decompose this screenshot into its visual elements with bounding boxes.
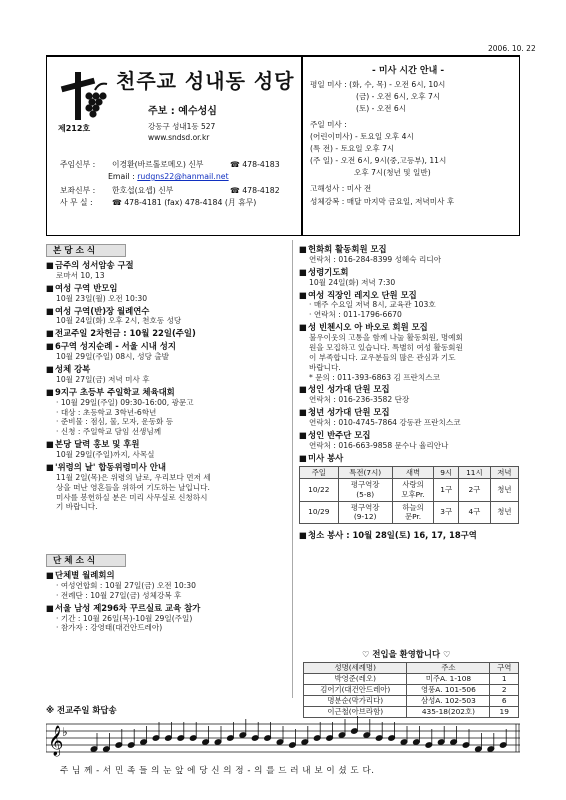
square-bullet-icon: ■ <box>46 386 54 397</box>
table-cell: 평구역장 (5-8) <box>338 479 392 501</box>
news-item <box>299 407 521 428</box>
table-cell: 19 <box>490 707 519 718</box>
table-header: 주소 <box>407 663 490 674</box>
square-bullet-icon: ■ <box>46 570 54 580</box>
staff-label: 주임신부 : <box>60 160 96 169</box>
news-item-title <box>46 306 286 317</box>
staff-assistant <box>60 186 280 196</box>
staff-label: 사 무 실 : <box>60 198 93 207</box>
website-link[interactable]: www.sndsd.or.kr <box>148 133 210 142</box>
square-bullet-icon: ■ <box>299 266 307 277</box>
news-item-title <box>46 260 286 271</box>
table-header: 저녁 <box>490 466 518 479</box>
news-item <box>46 306 286 327</box>
table-header: 구역 <box>490 663 519 674</box>
news-item-line: 10월 29일(주일) 08시, 성당 출발 <box>56 352 170 362</box>
news-item <box>46 283 286 304</box>
treble-clef-icon: 𝄞 <box>48 726 64 756</box>
news-item <box>299 430 521 451</box>
table-cell: 삼성A. 102-503 <box>407 696 490 707</box>
news-item <box>299 453 521 464</box>
staff-label: 보좌신부 : <box>60 186 96 195</box>
cleaning-text: 청소 봉사 : 10월 28일(토) 16, 17, 18구역 <box>308 529 477 540</box>
staff-name: 한호섭(요셉) 신부 <box>112 186 174 195</box>
news-item-title <box>299 407 521 418</box>
table-cell: 10/29 <box>300 501 339 523</box>
mass-line: (주 일) - 오전 6시, 9시(중,고등부), 11시 <box>310 156 447 165</box>
square-bullet-icon: ■ <box>299 244 307 254</box>
news-item <box>46 341 286 362</box>
news-item-title-text: 단체별 월례회의 <box>55 570 115 580</box>
table-row <box>304 674 519 685</box>
column-divider <box>292 240 293 698</box>
news-item-title-text: 서울 남성 제296차 꾸르실료 교육 참가 <box>55 602 201 613</box>
table-cell: 2 <box>490 685 519 696</box>
news-item <box>299 244 521 265</box>
news-item-line: 바랍니다. <box>309 362 341 372</box>
address: 강동구 성내1동 527 <box>148 122 216 131</box>
mass-service-table <box>299 466 519 524</box>
news-item-line: 이 부족합니다. 교우분들의 많은 관심과 기도 <box>309 352 456 362</box>
mass-line: 주일 미사 : <box>310 120 347 129</box>
mass-line: (토) - 오전 6시 <box>356 104 407 113</box>
news-item <box>46 439 286 460</box>
music-staff <box>46 716 520 762</box>
email-label: Email : <box>108 172 138 181</box>
news-item-title <box>299 430 521 441</box>
square-bullet-icon: ■ <box>299 429 307 440</box>
staff-pastor <box>60 160 280 170</box>
news-item-line: · 매주 수요일 저녁 8시, 교육관 103호 <box>309 300 436 310</box>
news-item <box>46 603 286 634</box>
square-bullet-icon: ■ <box>46 282 54 293</box>
welcome-table <box>303 662 519 718</box>
news-item-line: 로마서 10, 13 <box>56 270 105 280</box>
table-cell: 2구 <box>459 479 491 501</box>
square-bullet-icon: ■ <box>46 439 54 450</box>
table-header: 성명(세례명) <box>304 663 407 674</box>
table-row <box>300 501 519 523</box>
table-header: 특전(7시) <box>338 466 392 479</box>
mass-line: 고해성사 : 미사 전 <box>310 184 372 193</box>
office-phone: ☎ 478-4181 (fax) 478-4184 (月 휴무) <box>112 198 257 207</box>
staff-email <box>108 172 229 182</box>
square-bullet-icon: ■ <box>299 452 307 463</box>
news-item-line: 연락처 : 016-236-3582 단장 <box>309 395 410 405</box>
mass-line: 성체강복 : 매달 마지막 금요일, 저녁미사 후 <box>310 197 455 206</box>
news-item-title-text: 본당 달력 홍보 및 후원 <box>55 439 140 450</box>
news-item-line: · 연락처 : 011-1796-6670 <box>309 310 402 320</box>
group-news-list <box>46 570 286 633</box>
news-item <box>46 570 286 601</box>
group-news <box>46 554 286 635</box>
hymn-lyrics: 주 님 께 - 서 민 족 들 의 눈 앞 에 당 신 의 정 - 의 를 드 러 내 보 이 셨 도 다. <box>60 766 375 776</box>
square-bullet-icon: ■ <box>46 260 54 270</box>
square-bullet-icon: ■ <box>46 602 54 613</box>
right-news-list <box>299 244 521 464</box>
table-row <box>304 696 519 707</box>
church-logo-icon <box>55 70 110 125</box>
table-cell: 6 <box>490 696 519 707</box>
table-cell: 김어기(대건안드레아) <box>304 685 407 696</box>
section-head-groups: 단 체 소 식 <box>46 554 126 567</box>
news-item-title-text: 미사 봉사 <box>308 452 344 463</box>
table-cell: 435-18(202호) <box>407 707 490 718</box>
parish-news <box>46 244 286 514</box>
news-item <box>46 364 286 385</box>
square-bullet-icon: ■ <box>299 407 307 418</box>
table-row <box>300 479 519 501</box>
news-item <box>46 260 286 281</box>
news-item-title-text: 전교주일 2차헌금 : 10월 22일(주일) <box>55 328 196 339</box>
news-item-title-text: 성체 강복 <box>55 364 91 375</box>
square-bullet-icon: ■ <box>46 461 54 472</box>
news-item-line: 10월 29일(주일)까지, 사목실 <box>56 450 155 460</box>
mass-line: (특 전) - 토요일 오후 7시 <box>310 144 395 153</box>
news-item-title <box>299 384 521 395</box>
news-item-line: 10월 27일(금) 저녁 미사 후 <box>56 374 150 384</box>
table-cell: 4구 <box>459 501 491 523</box>
mass-line: (금) - 오전 6시, 오후 7시 <box>356 92 441 101</box>
news-item-line: 연락처 : 010-4745-7864 강동관 프란치스코 <box>309 418 461 428</box>
table-cell: 영풍A. 101-506 <box>407 685 490 696</box>
square-bullet-icon: ■ <box>46 341 54 352</box>
table-cell: 이근철(아브라함) <box>304 707 407 718</box>
right-news <box>299 244 521 541</box>
news-item-title <box>299 267 521 278</box>
news-item-title <box>46 603 286 614</box>
table-cell: 청년 <box>490 501 518 523</box>
cleaning-service <box>299 530 521 541</box>
square-bullet-icon: ■ <box>299 289 307 300</box>
news-item-line: · 준비물 : 점심, 물, 모자, 운동화 등 <box>56 417 174 427</box>
table-cell: 사랑의 모후Pr. <box>392 479 434 501</box>
news-item-line: 연락처 : 016-284-8399 성혜숙 리디아 <box>309 254 442 264</box>
news-item-title-text: 성인 성가대 단원 모집 <box>308 384 390 395</box>
square-bullet-icon: ■ <box>299 322 307 333</box>
flat-icon: ♭ <box>62 725 68 739</box>
issue-number: 제212호 <box>58 124 91 133</box>
table-cell: 명분순(막가리다) <box>304 696 407 707</box>
email-link[interactable]: rudgns22@hanmail.net <box>137 172 229 181</box>
news-item-line: 원을 모집하고 있습니다. 특별히 여성 활동회원 <box>309 342 463 352</box>
news-item <box>299 290 521 321</box>
news-item <box>299 384 521 405</box>
news-item-title-text: 성령기도회 <box>308 266 349 277</box>
table-header: 새벽 <box>392 466 434 479</box>
news-item-title-text: '위령의 날' 합동위령미사 안내 <box>55 461 166 472</box>
mass-line: 오후 7시(청년 및 일반) <box>354 168 431 177</box>
news-item-title-text: 청년 성가대 단원 모집 <box>308 407 390 418</box>
staff-office <box>60 198 256 208</box>
square-bullet-icon: ■ <box>299 384 307 395</box>
news-item-title-text: 여성 구역 반모임 <box>55 282 118 293</box>
news-item-line: · 전례단 : 10월 27일(금) 성체강복 후 <box>56 590 182 600</box>
hymn-label: ※ 전교주일 화답송 <box>46 705 117 715</box>
square-bullet-icon: ■ <box>46 305 54 316</box>
news-item-title <box>46 462 286 473</box>
square-bullet-icon: ■ <box>299 529 307 540</box>
news-item-title-text: 9지구 초등부 주일학교 체육대회 <box>55 386 175 397</box>
table-header: 주일 <box>300 466 339 479</box>
patron: 주보 : 예수성심 <box>148 106 217 117</box>
news-item-title <box>46 570 286 581</box>
news-item-line: · 신청 : 주일학교 담임 선생님께 <box>56 427 162 437</box>
news-item-title <box>46 387 286 398</box>
news-item-line: 10월 23일(월) 오전 10:30 <box>56 293 148 303</box>
news-item-title <box>46 341 286 352</box>
news-item-line: 10월 24일(화) 오후 2시, 천호동 성당 <box>56 316 182 326</box>
news-item-title-text: 6구역 성지순례 - 서울 시내 성지 <box>55 341 176 352</box>
news-item <box>299 267 521 288</box>
news-item-title <box>299 290 521 301</box>
table-header: 11시 <box>459 466 491 479</box>
staff-name: 이경환(바르톨로메오) 신부 <box>112 160 204 169</box>
section-head-parish: 본 당 소 식 <box>46 244 126 257</box>
news-item-title <box>299 322 521 333</box>
mass-line: 평일 미사 : (화, 수, 목) - 오전 6시, 10시 <box>310 80 446 89</box>
news-item-line: · 대상 : 초등학교 3학년-6학년 <box>56 407 157 417</box>
news-item-line: · 기간 : 10월 26일(목)-10월 29일(주일) <box>56 613 193 623</box>
news-item-line: 기 바랍니다. <box>56 502 98 512</box>
table-cell: 3구 <box>434 501 459 523</box>
news-item-line: 연락처 : 016-663-9858 문수나 율리안나 <box>309 440 449 450</box>
header-divider <box>301 56 303 236</box>
news-item <box>46 328 286 339</box>
table-cell: 미주A. 1-108 <box>407 674 490 685</box>
mass-times-title: - 미사 시간 안내 - <box>372 66 445 76</box>
table-cell: 1구 <box>434 479 459 501</box>
welcome-title: ♡ 전입을 환영합니다 ♡ <box>362 649 451 659</box>
news-item-title <box>46 364 286 375</box>
news-item-line: · 여성연합회 : 10월 27일(금) 오전 10:30 <box>56 580 196 590</box>
staff-tel: ☎ 478-4182 <box>230 186 280 195</box>
staff-tel: ☎ 478-4183 <box>230 160 280 169</box>
news-item-line: · 10월 29일(주일) 09:30-16:00, 광문고 <box>56 397 194 407</box>
table-cell: 청년 <box>490 479 518 501</box>
news-item-title-text: 성인 반주단 모집 <box>308 429 371 440</box>
news-item-title-text: 금주의 성서암송 구절 <box>55 260 134 270</box>
news-item <box>46 462 286 512</box>
table-cell: 평구역장 (9-12) <box>338 501 392 523</box>
table-cell: 10/22 <box>300 479 339 501</box>
news-item-title-text: 여성 직장인 레지오 단원 모집 <box>308 289 417 300</box>
news-item-title-text: 여성 구역(반)장 월례연수 <box>55 305 150 316</box>
news-item-line: 10월 24일(화) 저녁 7:30 <box>309 277 396 287</box>
table-header: 9시 <box>434 466 459 479</box>
news-item-line: · 참가자 : 강영태(대건안드레아) <box>56 623 163 633</box>
news-item-line: 미사를 봉헌하실 분은 미리 사무실로 신청하시 <box>56 492 208 502</box>
news-item-title <box>46 439 286 450</box>
news-item <box>46 387 286 437</box>
parish-news-list <box>46 260 286 512</box>
page-title: 천주교 성내동 성당 <box>116 69 295 93</box>
news-item <box>299 322 521 382</box>
news-item-title <box>299 244 521 255</box>
table-cell: 박영준(레오) <box>304 674 407 685</box>
news-item-line: * 문의 : 011-393-6863 김 프란치스코 <box>309 372 440 382</box>
news-item-title-text: 헌화회 활동회원 모집 <box>308 244 387 254</box>
table-cell: 하늘의 문Pr. <box>392 501 434 523</box>
news-item-line: 불우이웃의 고통을 함께 나눌 활동회원, 명예회 <box>309 333 463 343</box>
news-item-line: 11월 2일(목)은 위령의 날로, 우리보다 먼저 세 <box>56 472 211 482</box>
news-item-title <box>299 453 521 464</box>
table-cell: 1 <box>490 674 519 685</box>
news-item-line: 상을 떠난 영혼들을 위하여 기도하는 날입니다. <box>56 482 210 492</box>
news-item-title <box>46 283 286 294</box>
mass-line: (어린이미사) - 토요일 오후 4시 <box>310 132 414 141</box>
news-item-title <box>46 328 286 339</box>
square-bullet-icon: ■ <box>46 364 54 375</box>
table-row <box>304 685 519 696</box>
square-bullet-icon: ■ <box>46 328 54 339</box>
issue-date: 2006. 10. 22 <box>488 44 536 53</box>
news-item-title-text: 성 빈첸시오 아 바오로 회원 모집 <box>308 322 428 333</box>
